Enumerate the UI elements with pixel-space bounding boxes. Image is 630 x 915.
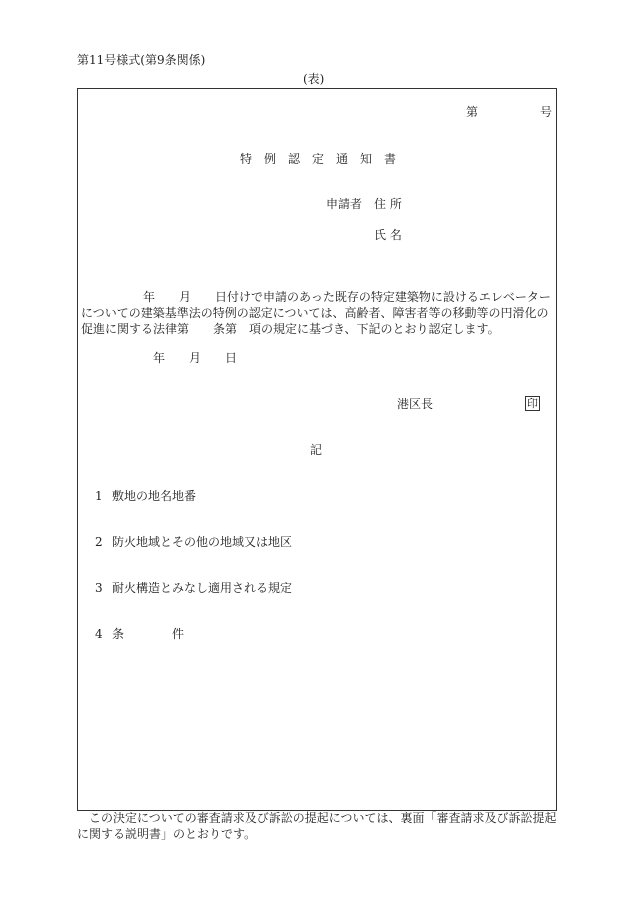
document-number-prefix: 第 — [466, 105, 479, 119]
address-label: 住 所 — [374, 197, 402, 211]
body-line-2: についての建築基準法の特例の認定については、高齢者、障害者等の移動等の円滑化の — [81, 306, 549, 320]
document-number-suffix: 号 — [540, 105, 553, 119]
name-label: 氏 名 — [374, 228, 402, 242]
date-year: 年 — [153, 351, 166, 365]
seal-stamp: 印 — [527, 397, 538, 410]
date-day: 日 — [225, 351, 238, 365]
item-number: 3 — [95, 581, 103, 595]
ki-heading: 記 — [310, 443, 323, 457]
document-title: 特例認定通知書 — [240, 152, 409, 166]
item-number: 1 — [95, 489, 103, 503]
item-label-fire-zone: 防火地域とその他の地域又は地区 — [112, 535, 293, 549]
item-number: 4 — [95, 627, 103, 641]
item-label-site-address: 敷地の地名地番 — [112, 489, 197, 503]
footer-note-line-2: に関する説明書」のとおりです。 — [77, 827, 257, 841]
date-month: 月 — [189, 351, 202, 365]
body-line-1: 年 月 日付けで申請のあった既存の特定建築物に設けるエレベーター — [143, 290, 551, 304]
issuer-title: 港区長 — [397, 397, 434, 411]
footer-note-line-1: この決定についての審査請求及び訴訟の提起については、裏面「審査請求及び訴訟提起 — [89, 811, 557, 825]
applicant-label: 申請者 — [326, 197, 363, 211]
form-number: 第11号様式(第9条関係) — [77, 53, 206, 67]
form-side-label: (表) — [303, 72, 325, 86]
body-line-3: 促進に関する法律第 条第 項の規定に基づき、下記のとおり認定します。 — [81, 322, 500, 336]
item-label-fireproof-rules: 耐火構造とみなし適用される規定 — [112, 581, 293, 595]
item-label-conditions: 条 件 — [112, 627, 185, 641]
item-number: 2 — [95, 535, 103, 549]
